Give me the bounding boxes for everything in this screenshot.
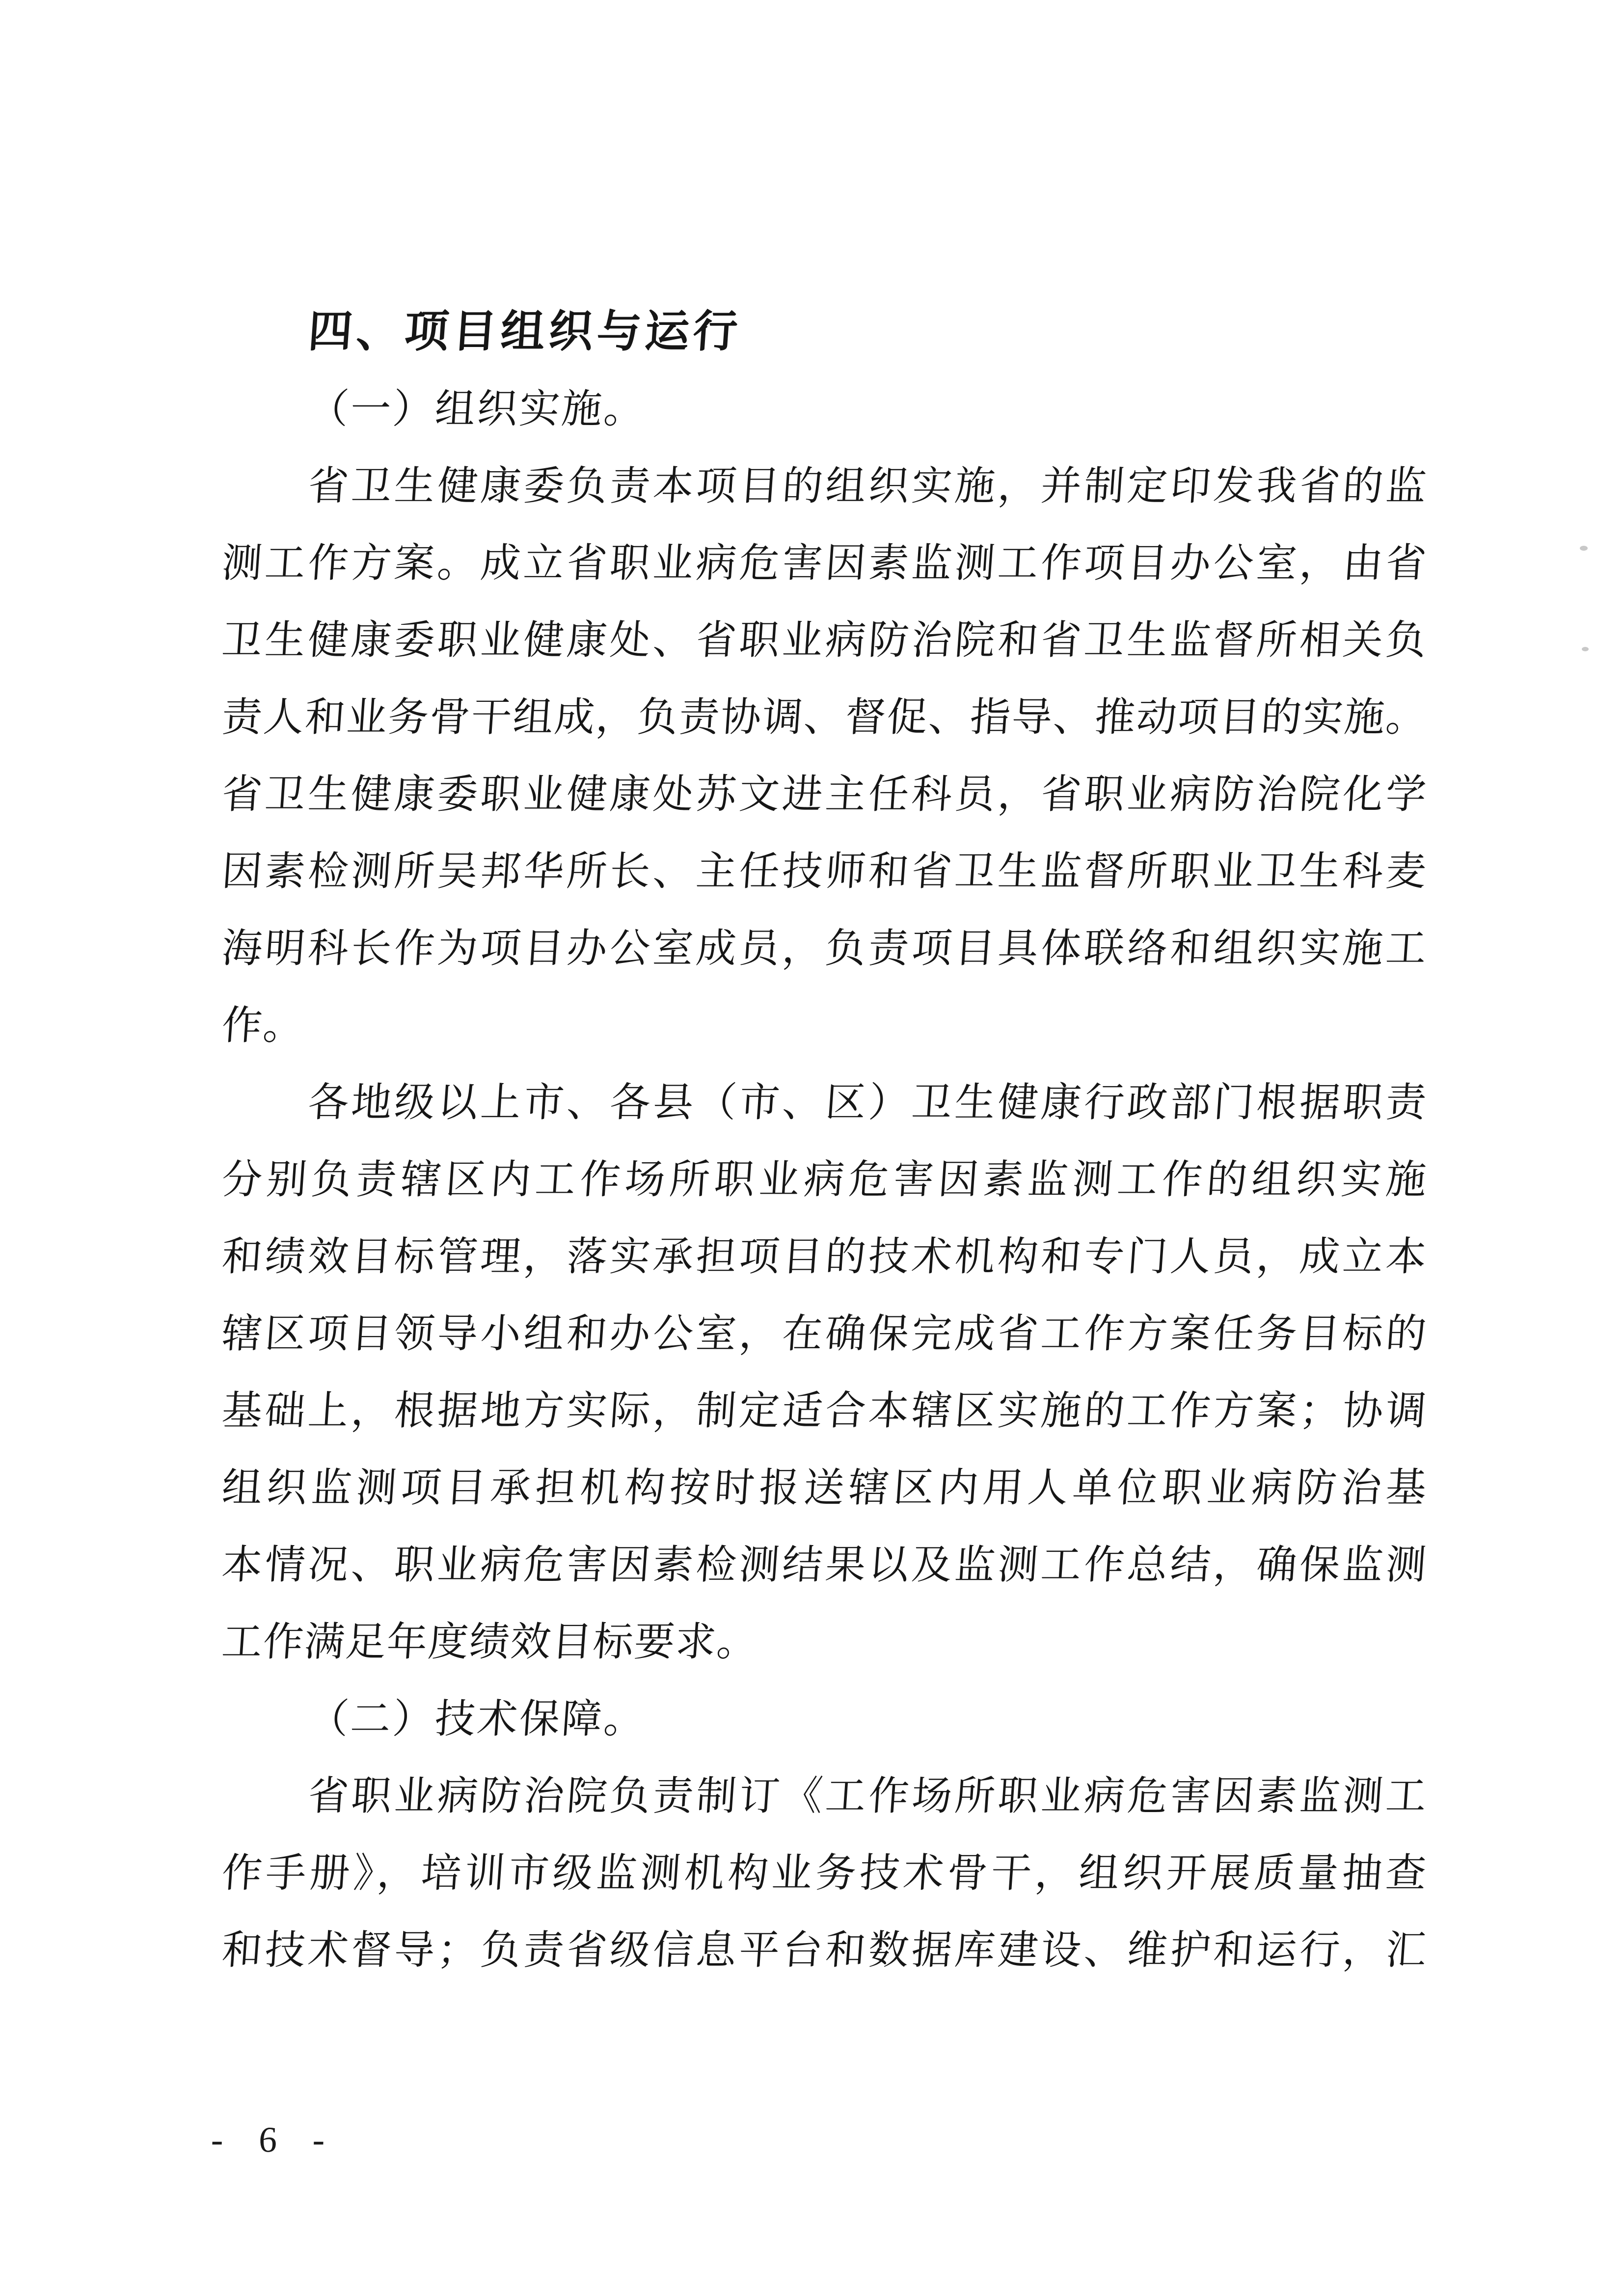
text-line: 各地级以上市、各县（市、区）卫生健康行政部门根据职责 — [306, 1080, 1429, 1125]
text-line: 和技术督导；负责省级信息平台和数据库建设、维护和运行，汇 — [220, 1928, 1429, 1973]
text-line: 和绩效目标管理，落实承担项目的技术机构和专门人员，成立本 — [220, 1234, 1429, 1279]
text-line: 工作满足年度绩效目标要求。 — [220, 1620, 760, 1664]
text-block — [222, 294, 1427, 1989]
scan-speck — [1580, 546, 1588, 551]
text-line: 测工作方案。成立省职业病危害因素监测工作项目办公室，由省 — [220, 541, 1429, 586]
section-heading: 四、项目组织与运行 — [306, 307, 743, 356]
text-line: 本情况、职业病危害因素检测结果以及监测工作总结，确保监测 — [220, 1543, 1429, 1587]
text-line: 组织监测项目承担机构按时报送辖区内用人单位职业病防治基 — [220, 1466, 1429, 1510]
text-line: 卫生健康委职业健康处、省职业病防治院和省卫生监督所相关负 — [220, 618, 1429, 663]
text-line: 作。 — [220, 1003, 306, 1048]
text-line: 因素检测所吴邦华所长、主任技师和省卫生监督所职业卫生科麦 — [220, 849, 1429, 894]
text-line: 辖区项目领导小组和办公室，在确保完成省工作方案任务目标的 — [220, 1311, 1429, 1356]
page-number: - 6 - — [210, 2120, 332, 2160]
scan-speck — [1582, 647, 1589, 651]
subsection-heading: （一）组织实施。 — [306, 387, 648, 431]
text-line: 省卫生健康委负责本项目的组织实施，并制定印发我省的监 — [306, 464, 1429, 508]
text-line: 责人和业务骨干组成，负责协调、督促、指导、推动项目的实施。 — [220, 695, 1429, 740]
text-line: 分别负责辖区内工作场所职业病危害因素监测工作的组织实施 — [220, 1157, 1429, 1202]
text-line: 作手册》，培训市级监测机构业务技术骨干，组织开展质量抽查 — [220, 1851, 1429, 1896]
subsection-heading: （二）技术保障。 — [306, 1697, 648, 1741]
text-line: 省职业病防治院负责制订《工作场所职业病危害因素监测工 — [306, 1774, 1429, 1818]
text-line: 省卫生健康委职业健康处苏文进主任科员，省职业病防治院化学 — [220, 772, 1429, 817]
text-line: 海明科长作为项目办公室成员，负责项目具体联络和组织实施工 — [220, 926, 1429, 971]
text-line: 基础上，根据地方实际，制定适合本辖区实施的工作方案；协调 — [220, 1388, 1429, 1433]
